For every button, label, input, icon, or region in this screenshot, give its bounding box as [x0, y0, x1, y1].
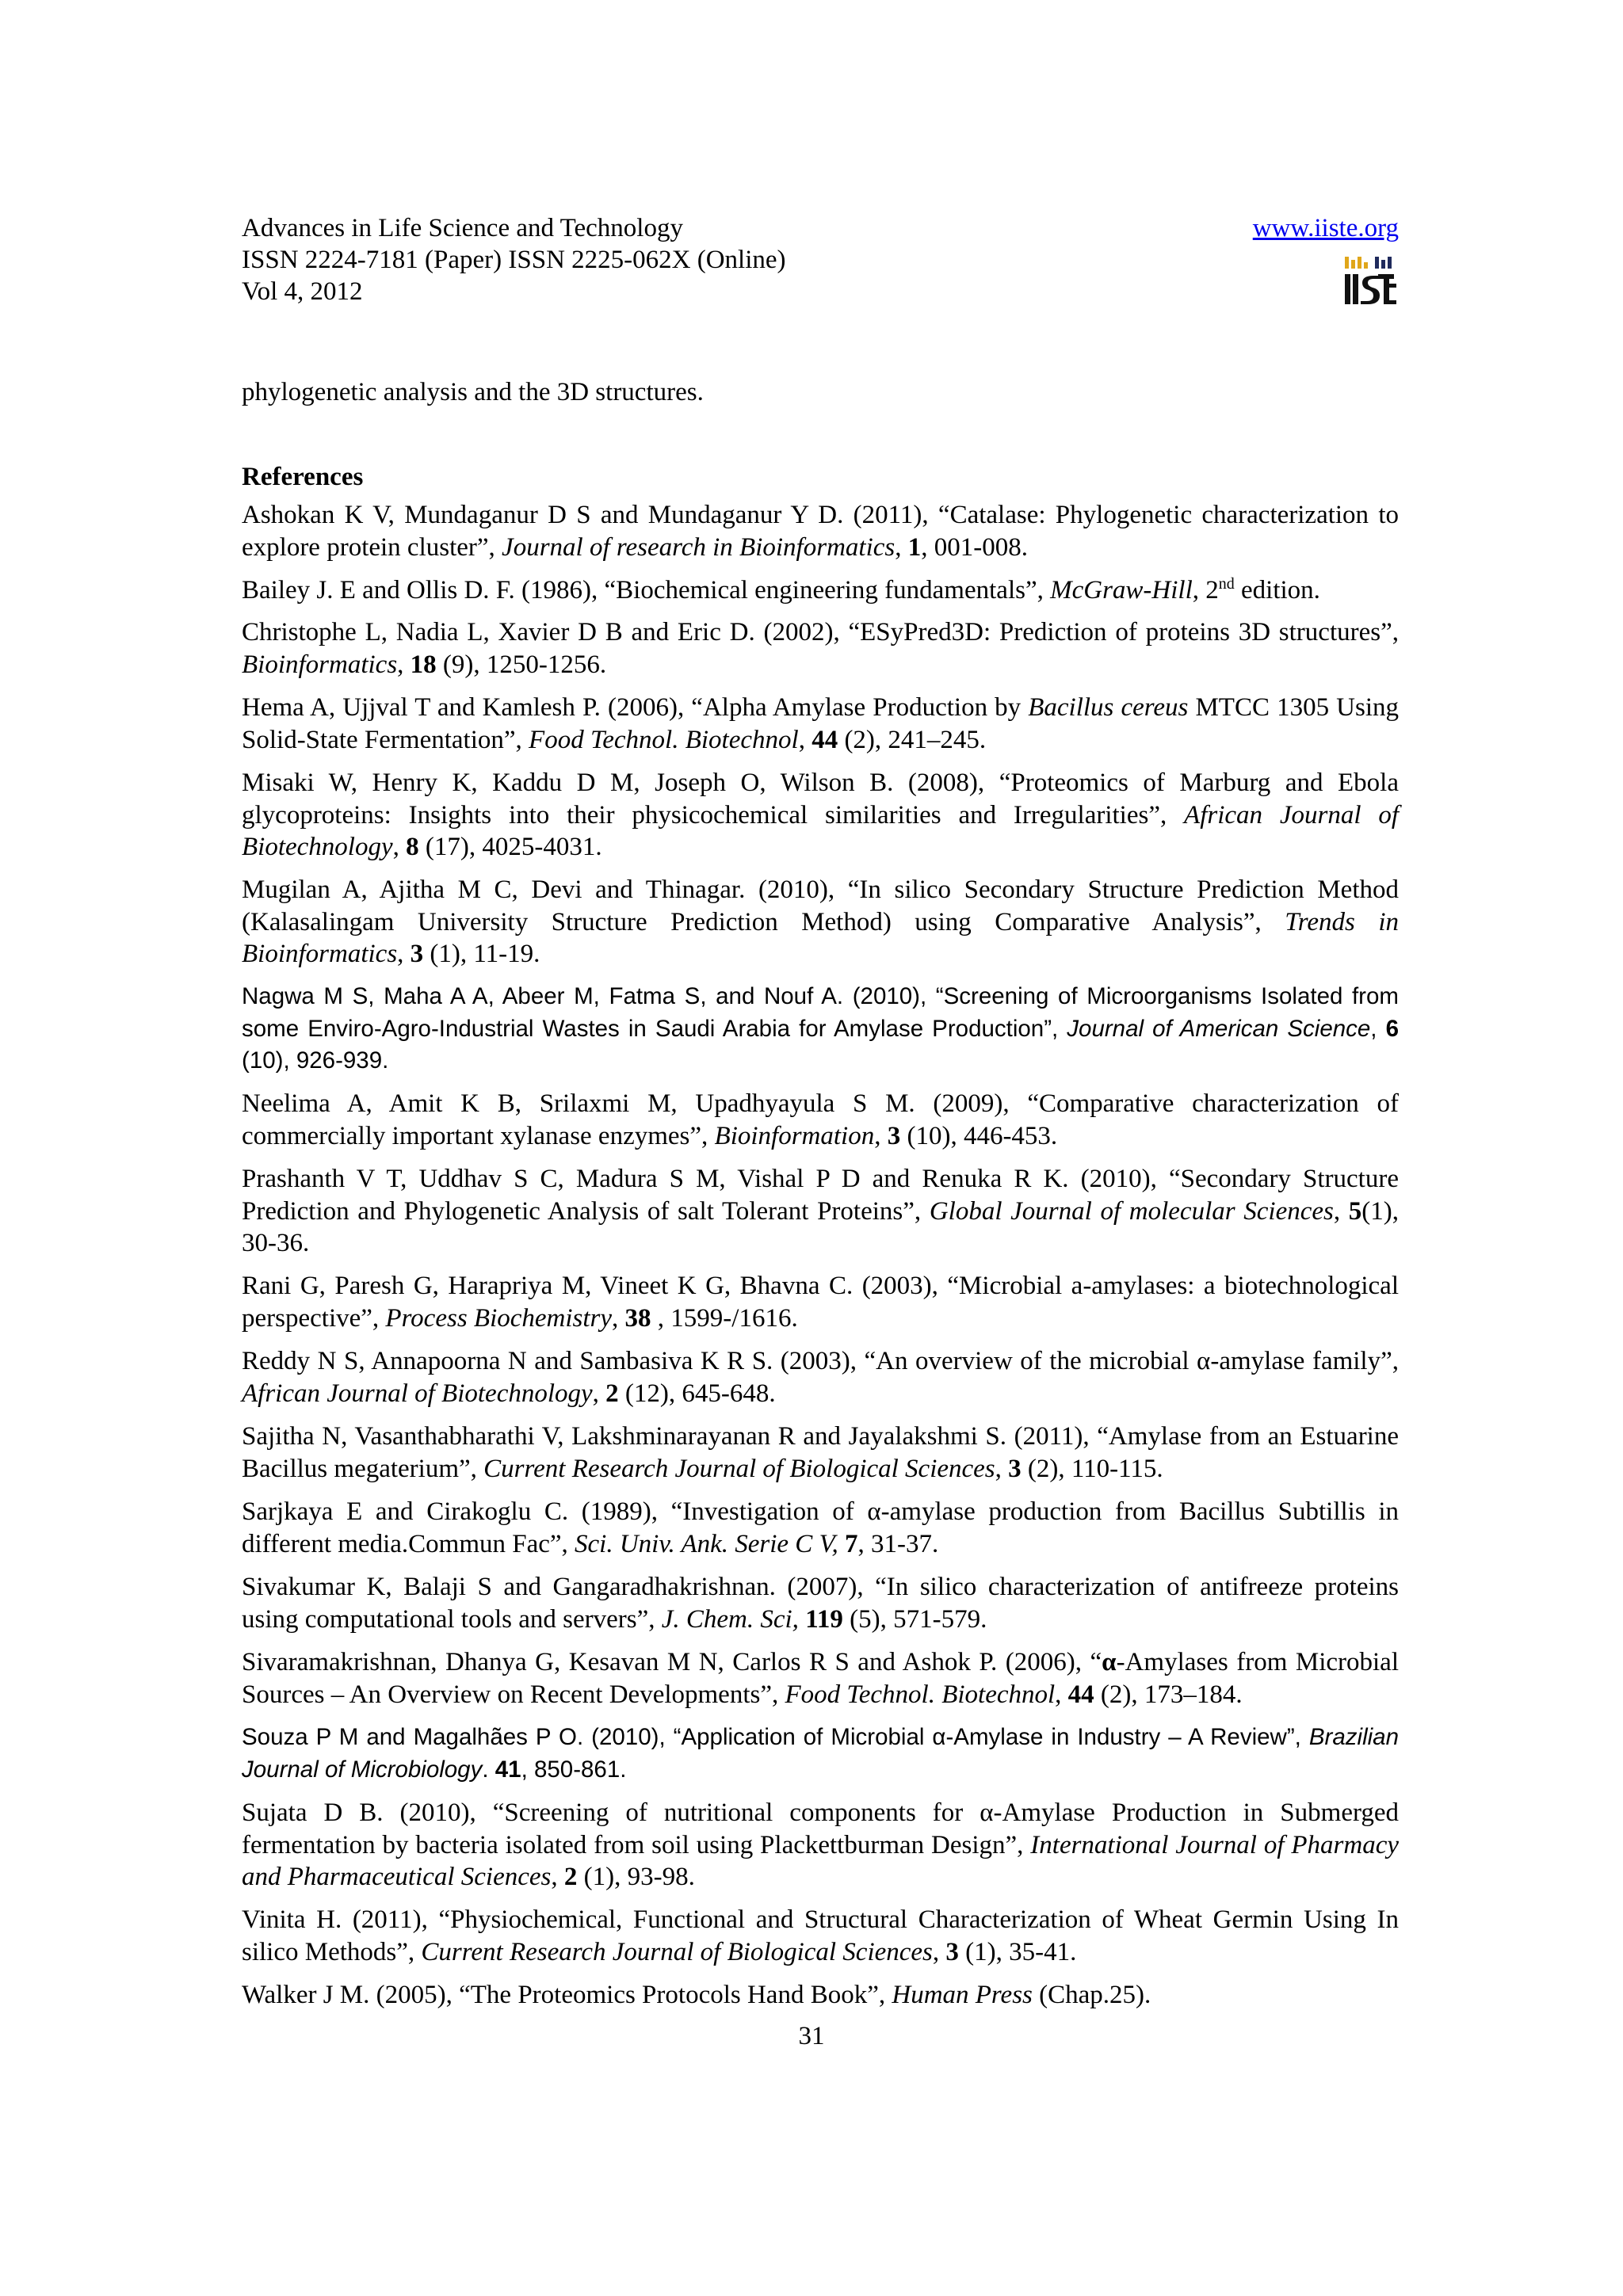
reference-volume: 8 [406, 833, 419, 861]
reference-volume: 3 [945, 1937, 959, 1966]
journal-issn: ISSN 2224-7181 (Paper) ISSN 2225-062X (Online) [242, 246, 786, 274]
reference-entry: Mugilan A, Ajitha M C, Devi and Thinagar. (2010), “In silico Secondary Structure Prediction Method (Kalasalingam University Structure Prediction Method) using Comparative Analysis”, Trends in Bioinformatics, 3 (1), 11-19. [242, 875, 1399, 968]
reference-volume: 41 [495, 1756, 521, 1783]
page-header [242, 212, 1399, 315]
reference-source: Bacillus cereus [1028, 693, 1189, 722]
reference-volume: 5 [1348, 1196, 1362, 1226]
references-heading: References [242, 463, 364, 491]
reference-source: Current Research Journal of Biological Sciences [421, 1937, 933, 1966]
reference-volume: 44 [1067, 1680, 1094, 1709]
intro-text: phylogenetic analysis and the 3D structures. [242, 378, 704, 406]
reference-volume: 6 [1385, 1015, 1399, 1042]
reference-volume: 7 [844, 1529, 858, 1558]
reference-source: African Journal of Biotechnology [242, 1379, 593, 1408]
header-right [1240, 212, 1399, 315]
reference-source: Global Journal of molecular Sciences [929, 1196, 1334, 1226]
reference-source: McGraw-Hill [1050, 576, 1193, 605]
reference-volume: 18 [410, 650, 437, 679]
reference-entry: Prashanth V T, Uddhav S C, Madura S M, Vishal P D and Renuka R K. (2010), “Secondary Structure Prediction and Phylogenetic Analysis of salt Tolerant Proteins”, Global Journal of molecular Sciences, 5(1), 30-36. [242, 1165, 1400, 1257]
reference-source: Journal of American Science [1067, 1015, 1371, 1042]
reference-volume: 44 [812, 725, 838, 754]
reference-source: Food Technol. Biotechnol [529, 725, 799, 754]
reference-volume: 3 [1008, 1454, 1022, 1483]
reference-source: Sci. Univ. Ank. Serie C V, [575, 1529, 838, 1558]
reference-entry: Hema A, Ujjval T and Kamlesh P. (2006), “Alpha Amylase Production by Bacillus cereus MTCC 1305 Using Solid-State Fermentation”, Food Technol. Biotechnol, 44 (2), 241–245. [242, 693, 1399, 754]
reference-source: Trends in Bioinformatics [242, 907, 1399, 968]
iiste-logo [1343, 255, 1397, 307]
reference-entry: Neelima A, Amit K B, Srilaxmi M, Upadhyayula S M. (2009), “Comparative characterization of commercially important xylanase enzymes”, Bioinformation, 3 (10), 446-453. [242, 1089, 1399, 1150]
reference-volume: 2 [563, 1863, 578, 1891]
reference-source: Bioinformatics [242, 650, 398, 679]
reference-volume: 119 [805, 1604, 843, 1634]
reference-entry: Bailey J. E and Ollis D. F. (1986), “Biochemical engineering fundamentals”, McGraw-Hill, 2nd edition. [242, 575, 1320, 605]
reference-entry: Misaki W, Henry K, Kaddu D M, Joseph O, Wilson B. (2008), “Proteomics of Marburg and Ebola glycoproteins: Insights into their physicochemical similarities and Irregularities”, African Journal of Biotechnology, 8 (17), 4025-4031. [242, 769, 1399, 861]
reference-volume: 3 [887, 1121, 901, 1150]
reference-volume: 2 [605, 1379, 619, 1408]
reference-entry: Sivaramakrishnan, Dhanya G, Kesavan M N, Carlos R S and Ashok P. (2006), “α-Amylases from Microbial Sources – An Overview on Recent Developments”, Food Technol. Biotechnol, 44 (2), 173–184. [242, 1648, 1399, 1709]
reference-source: J. Chem. Sci, [661, 1604, 799, 1634]
reference-entry: Sivakumar K, Balaji S and Gangaradhakrishnan. (2007), “In silico characterization of antifreeze proteins using computational tools and servers”, J. Chem. Sci, 119 (5), 571-579. [242, 1573, 1399, 1634]
reference-volume: 38 [624, 1303, 651, 1333]
journal-volume: Vol 4, 2012 [242, 277, 363, 306]
reference-source: Current Research Journal of Biological Sciences [483, 1454, 995, 1483]
reference-entry: Souza P M and Magalhães P O. (2010), “Application of Microbial α-Amylase in Industry – A Review”, Brazilian Journal of Microbiology. 41, 850-861. [242, 1724, 1399, 1783]
page-number: 31 [798, 2022, 825, 2050]
reference-source: Process Biochemistry [385, 1303, 613, 1333]
website-link[interactable]: www.iiste.org [1252, 214, 1399, 242]
reference-entry: Sujata D B. (2010), “Screening of nutritional components for α-Amylase Production in Submerged fermentation by bacteria isolated from soil using Plackettburman Design”, International Journal of Pharmacy and Pharmaceutical Sciences, 2 (1), 93-98. [242, 1798, 1399, 1891]
reference-entry: Walker J M. (2005), “The Proteomics Protocols Hand Book”, Human Press (Chap.25). [242, 1981, 1151, 2009]
reference-entry: Sarjkaya E and Cirakoglu C. (1989), “Investigation of α-amylase production from Bacillus Subtillis in different media.Commun Fac”, Sci. Univ. Ank. Serie C V, 7, 31-37. [242, 1497, 1399, 1558]
journal-info [242, 212, 786, 307]
reference-source: Food Technol. Biotechnol [785, 1680, 1056, 1709]
reference-volume: 3 [410, 940, 424, 968]
reference-superscript: nd [1218, 575, 1235, 593]
reference-entry: Christophe L, Nadia L, Xavier D B and Eric D. (2002), “ESyPred3D: Prediction of proteins 3D structures”, Bioinformatics, 18 (9), 1250-1256. [242, 618, 1399, 679]
reference-entry: Ashokan K V, Mundaganur D S and Mundaganur Y D. (2011), “Catalase: Phylogenetic characterization to explore protein cluster”, Journal of research in Bioinformatics, 1, 001-008. [242, 501, 1399, 562]
reference-source: Brazilian Journal of Microbiology [242, 1724, 1399, 1783]
reference-entry: Vinita H. (2011), “Physiochemical, Functional and Structural Characterization of Wheat Germin Using In silico Methods”, Current Research Journal of Biological Sciences, 3 (1), 35-41. [242, 1905, 1399, 1966]
journal-title: Advances in Life Science and Technology [242, 214, 683, 242]
reference-entry: Reddy N S, Annapoorna N and Sambasiva K R S. (2003), “An overview of the microbial α-amylase family”, African Journal of Biotechnology, 2 (12), 645-648. [242, 1347, 1399, 1408]
reference-source: Bioinformation [714, 1121, 875, 1150]
reference-volume: 1 [907, 532, 922, 562]
reference-source: African Journal of Biotechnology [242, 800, 1399, 861]
reference-entry: Sajitha N, Vasanthabharathi V, Lakshminarayanan R and Jayalakshmi S. (2011), “Amylase from an Estuarine Bacillus megaterium”, Current Research Journal of Biological Sciences, 3 (2), 110-115. [242, 1422, 1399, 1483]
reference-volume: α [1102, 1648, 1117, 1676]
reference-source: Journal of research in Bioinformatics [502, 532, 896, 562]
reference-source: International Journal of Pharmacy and Pharmaceutical Sciences [242, 1830, 1399, 1891]
reference-source: Human Press [892, 1981, 1033, 2009]
reference-entry: Nagwa M S, Maha A A, Abeer M, Fatma S, and Nouf A. (2010), “Screening of Microorganisms Isolated from some Enviro-Agro-Industrial Wastes in Saudi Arabia for Amylase Production”, Journal of American Science, 6 (10), 926-939. [242, 983, 1399, 1074]
reference-entry: Rani G, Paresh G, Harapriya M, Vineet K G, Bhavna C. (2003), “Microbial a-amylases: a biotechnological perspective”, Process Biochemistry, 38 , 1599-/1616. [242, 1272, 1399, 1333]
